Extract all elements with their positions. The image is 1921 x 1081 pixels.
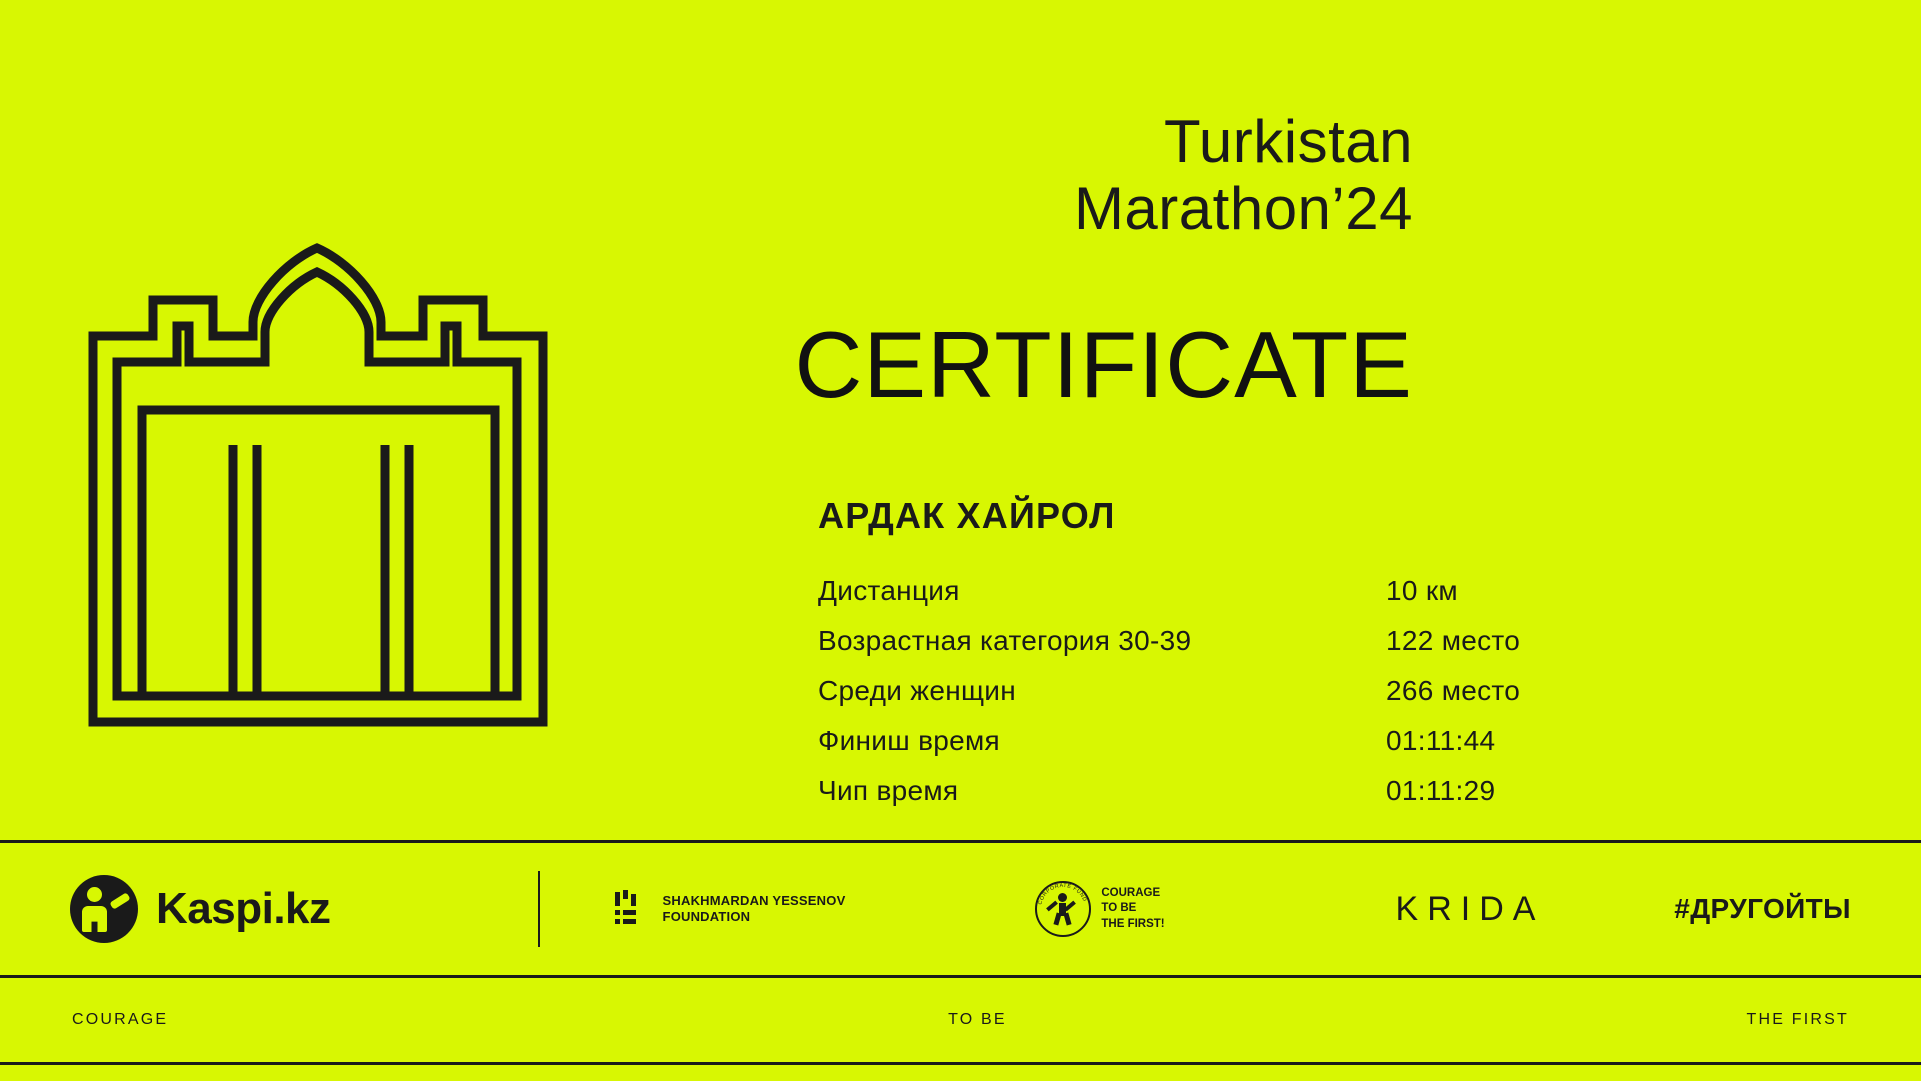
sponsor-divider — [538, 871, 540, 947]
result-value: 01:11:44 — [1386, 725, 1496, 756]
table-row — [818, 675, 1598, 725]
table-row — [818, 775, 1598, 825]
slogan-bar — [0, 978, 1921, 1062]
result-label: Чип время — [818, 775, 959, 806]
table-row — [818, 575, 1598, 625]
courage-fund-ring-text — [1035, 881, 1091, 937]
sponsor-drugoity: #ДРУГОЙТЫ — [1674, 893, 1851, 924]
slogan-left: COURAGE — [72, 1011, 169, 1028]
sponsor-yessenov-label: SHAKHMARDAN YESSENOV FOUNDATION — [662, 892, 846, 924]
result-label: Возрастная категория 30-39 — [818, 625, 1192, 656]
sponsor-kaspi-label: Kaspi.kz — [156, 884, 331, 933]
slogan-center: TO BE — [948, 1011, 1007, 1028]
sponsor-bar — [0, 843, 1921, 975]
sponsor-krida: KRIDA — [1395, 889, 1545, 928]
result-label: Финиш время — [818, 725, 1001, 756]
svg-text:CORPORATE FUND: CORPORATE FUND — [1037, 882, 1088, 906]
table-row — [818, 625, 1598, 675]
result-label: Дистанция — [818, 575, 960, 606]
table-row — [818, 725, 1598, 775]
sponsor-courage-label: COURAGE TO BE THE FIRST! — [1101, 886, 1165, 930]
event-title: Turkistan Marathon’24 — [1073, 108, 1413, 243]
result-value: 10 км — [1386, 575, 1458, 606]
result-label: Среди женщин — [818, 675, 1017, 706]
kaspi-logo-icon — [70, 875, 138, 943]
turkistan-mausoleum-icon — [60, 240, 630, 730]
yessenov-foundation-icon — [615, 890, 649, 928]
results-table — [818, 575, 1598, 825]
courage-fund-icon — [1035, 881, 1091, 937]
slogan-right: THE FIRST — [1746, 1011, 1849, 1028]
athlete-name: АРДАК ХАЙРОЛ — [818, 495, 1116, 536]
sponsor-courage-fund — [920, 843, 1280, 975]
result-value: 266 место — [1386, 675, 1521, 706]
result-value: 01:11:29 — [1386, 775, 1496, 806]
sponsor-kaspi — [0, 843, 540, 975]
divider-bottom — [0, 1062, 1921, 1065]
result-value: 122 место — [1386, 625, 1521, 656]
sponsor-yessenov — [540, 843, 920, 975]
document-type-title: CERTIFICATE — [794, 312, 1413, 417]
